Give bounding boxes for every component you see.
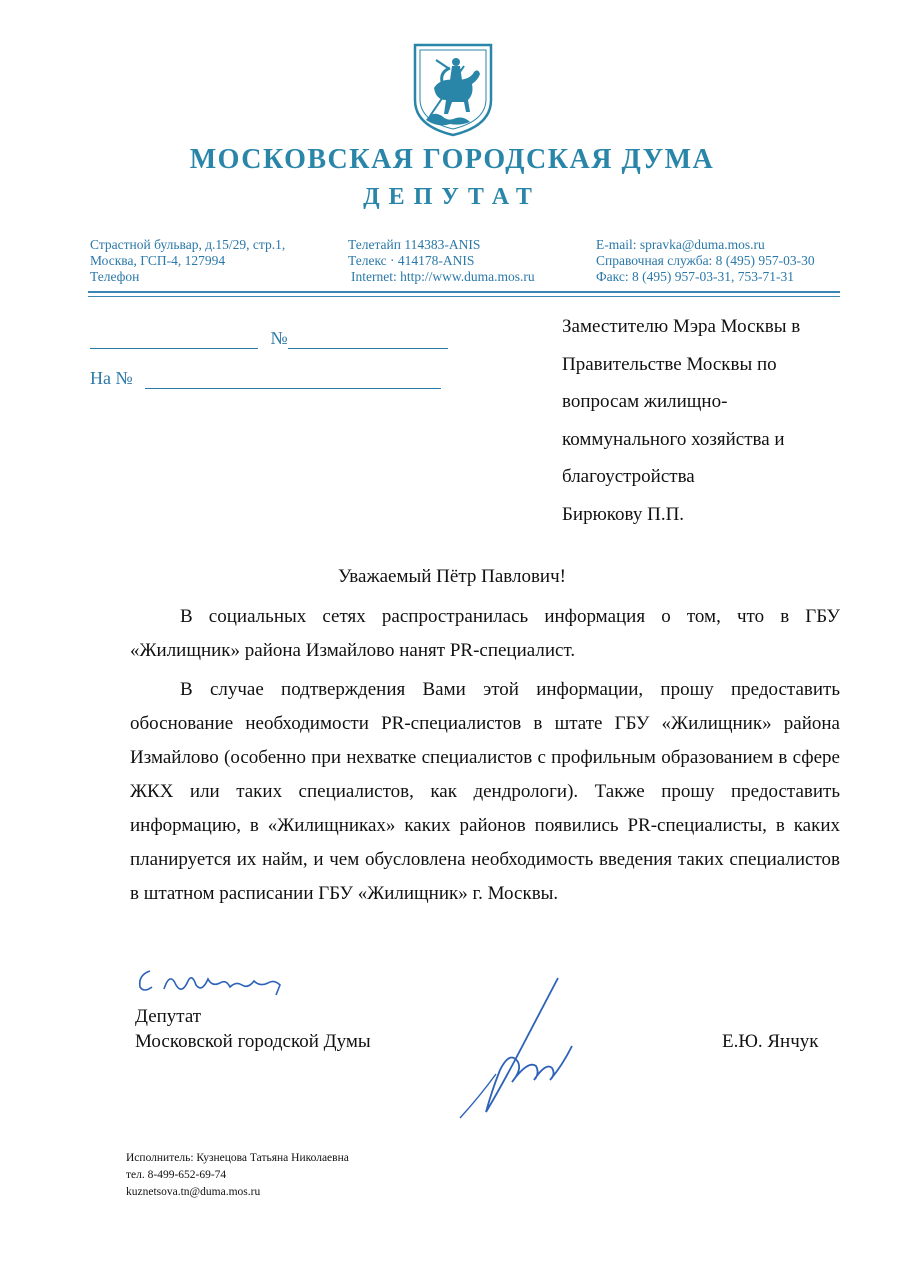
addressee-line: Правительстве Москвы по (562, 353, 777, 375)
header-divider (88, 296, 840, 297)
date-blank (90, 330, 258, 349)
addressee-block (562, 308, 800, 533)
executor-phone: тел. 8-499-652-69-74 (126, 1169, 227, 1181)
telex: Телекс · 414178-ANIS (348, 253, 475, 268)
signatory-title-line: Депутат (135, 1006, 202, 1027)
address-block (90, 237, 285, 285)
internet-link: Internet: http://www.duma.mos.ru (351, 269, 535, 284)
signature (440, 970, 590, 1130)
registration-line (90, 328, 448, 349)
deputy-title: ДЕПУТАТ (363, 184, 541, 210)
help-line: Справочная служба: 8 (495) 957-03-30 (596, 253, 815, 268)
teletype: Телетайп 114383-ANIS (348, 237, 481, 252)
body-paragraph: В социальных сетях распространилась информация о том, что в ГБУ «Жилищник» района Измайлово нанят PR-специалист. (130, 606, 840, 661)
moscow-coat-of-arms-icon (412, 42, 494, 138)
reply-to-blank (145, 370, 441, 389)
executor-email: kuznetsova.tn@duma.mos.ru (126, 1186, 261, 1198)
addressee-line: Заместителю Мэра Москвы в (562, 316, 801, 337)
fax: Факс: 8 (495) 957-03-31, 753-71-31 (596, 269, 794, 284)
email: E-mail: spravka@duma.mos.ru (596, 237, 765, 252)
executor-block (126, 1150, 349, 1201)
phone-label: Телефон (90, 269, 140, 284)
telecom-block (348, 237, 535, 285)
reply-to-label: На № (90, 368, 133, 388)
addressee-name: Бирюкову П.П. (562, 503, 685, 525)
signatory-title (135, 1004, 371, 1054)
number-blank (288, 330, 448, 349)
executor-name: Исполнитель: Кузнецова Татьяна Николаевна (126, 1152, 349, 1164)
addressee-line: благоустройства (562, 466, 695, 487)
address-line: Москва, ГСП-4, 127994 (90, 253, 226, 268)
address-line: Страстной бульвар, д.15/29, стр.1, (90, 237, 286, 252)
handwritten-closing (130, 965, 290, 1005)
organization-title: МОСКОВСКАЯ ГОРОДСКАЯ ДУМА (189, 144, 715, 175)
reply-to-line (90, 368, 441, 389)
greeting: Уважаемый Пётр Павлович! (338, 566, 566, 587)
contact-block (596, 237, 815, 285)
body-paragraph: В случае подтверждения Вами этой информации, прошу предоставить обоснование необходимости PR-специалистов в штате ГБУ «Жилищник» района Измайлово (особенно при нехватке специалистов с профильным образованием в сфере ЖКХ или таких специалистов, как дендрологи). Также прошу предоставить информацию, в «Жилищниках» каких районов появились PR-специалисты, в каких планируется их найм, и чем обусловлена необходимость введения таких специалистов в штатном расписании ГБУ «Жилищник» г. Москвы. (130, 679, 840, 904)
signatory-name: Е.Ю. Янчук (722, 1031, 819, 1052)
number-sign: № (270, 328, 288, 348)
addressee-line: вопросам жилищно- (562, 391, 728, 412)
addressee-line: коммунального хозяйства и (562, 428, 785, 450)
header-divider (88, 291, 840, 293)
signatory-title-line: Московской городской Думы (135, 1031, 371, 1052)
